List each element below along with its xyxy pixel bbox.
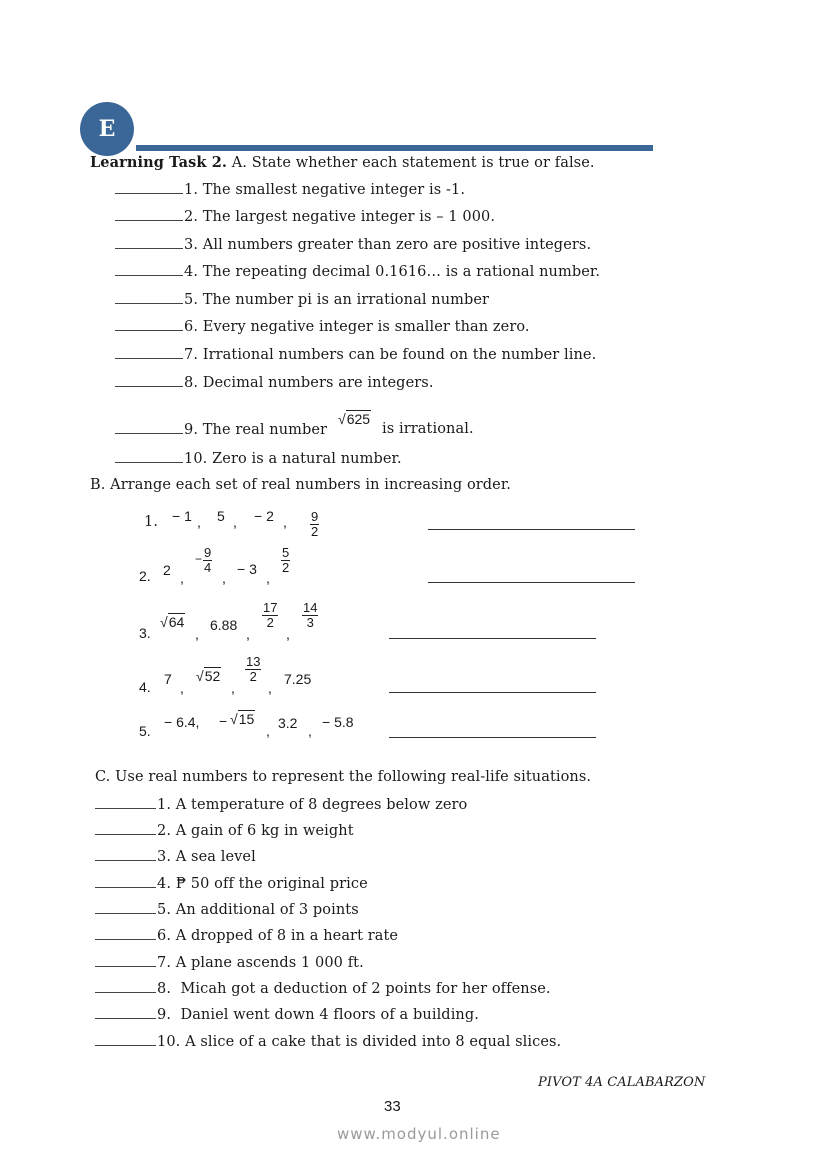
- part-c-item-8: [95, 980, 551, 997]
- comma: ,: [283, 514, 287, 530]
- page-number: 33: [384, 1098, 401, 1115]
- item-text: A gain of 6 kg in weight: [171, 823, 354, 839]
- comma: ,: [195, 626, 199, 642]
- item-text: A temperature of 8 degrees below zero: [171, 797, 468, 813]
- value: 5: [217, 508, 225, 524]
- part-c-item-1: [95, 796, 467, 813]
- item-text: A slice of a cake that is divided into 8 equal slices.: [180, 1034, 562, 1050]
- answer-line[interactable]: [389, 638, 596, 639]
- item-text: A dropped of 8 in a heart rate: [171, 928, 399, 944]
- comma: ,: [233, 514, 237, 530]
- part-b-item-5-number: 5.: [139, 723, 151, 739]
- item-number: 6.: [157, 928, 172, 944]
- sqrt-625: [338, 411, 371, 427]
- item-text: Zero is a natural number.: [207, 451, 402, 467]
- part-c-item-7: [95, 954, 364, 971]
- denominator: 2: [266, 615, 274, 630]
- item-number: 9.: [184, 422, 199, 438]
- answer-blank[interactable]: [115, 318, 183, 331]
- value: − 1: [172, 508, 192, 524]
- part-c-instruction: C. Use real numbers to represent the following real-life situations.: [95, 769, 592, 785]
- comma: ,: [231, 680, 235, 696]
- part-a-item-2: [115, 208, 495, 225]
- item-text: ₱ 50 off the original price: [171, 876, 368, 892]
- fraction-17-2: [262, 601, 278, 630]
- value: 7: [164, 671, 172, 687]
- radicand: 625: [346, 411, 371, 427]
- item-text: Decimal numbers are integers.: [198, 375, 434, 391]
- numerator: 5: [282, 545, 290, 560]
- comma: ,: [308, 723, 312, 739]
- publisher-footer: PIVOT 4A CALABARZON: [538, 1075, 706, 1090]
- part-a-item-7: [115, 346, 596, 363]
- section-badge: [80, 102, 134, 156]
- answer-blank[interactable]: [115, 450, 183, 463]
- radicand: 52: [204, 668, 221, 684]
- answer-blank[interactable]: [115, 181, 183, 194]
- comma: ,: [180, 680, 184, 696]
- item-number: 4.: [184, 264, 199, 280]
- answer-blank[interactable]: [115, 236, 183, 249]
- answer-blank[interactable]: [115, 208, 183, 221]
- fraction-9-2: [310, 510, 319, 539]
- value: − 5.8: [322, 714, 354, 730]
- comma: ,: [266, 723, 270, 739]
- answer-blank[interactable]: [95, 901, 156, 914]
- item-text: Irrational numbers can be found on the number line.: [198, 347, 597, 363]
- answer-blank[interactable]: [95, 822, 156, 835]
- value: 2: [163, 562, 171, 578]
- numerator: 13: [246, 654, 261, 669]
- numerator: 9: [204, 545, 212, 560]
- item-number: 10.: [184, 451, 208, 467]
- part-a-item-4: [115, 263, 600, 280]
- answer-blank[interactable]: [95, 954, 156, 967]
- part-b-item-4-number: 4.: [139, 679, 151, 695]
- part-b-item-1-number: 1.: [144, 514, 159, 530]
- part-a-item-1: [115, 181, 465, 198]
- value: 3.2: [278, 715, 298, 731]
- item-number: 5.: [184, 292, 199, 308]
- item-text: An additional of 3 points: [171, 902, 359, 918]
- item-text: A plane ascends 1 000 ft.: [171, 955, 364, 971]
- denominator: 4: [204, 560, 212, 575]
- answer-blank[interactable]: [95, 848, 156, 861]
- answer-line[interactable]: [389, 692, 596, 693]
- answer-blank[interactable]: [95, 1006, 156, 1019]
- part-c-item-9: [95, 1006, 479, 1023]
- part-c-item-10: [95, 1033, 561, 1050]
- sqrt-15: [230, 711, 255, 727]
- item-text: Every negative integer is smaller than zero.: [198, 319, 530, 335]
- task-title: Learning Task 2.: [90, 154, 228, 171]
- part-b-instruction: B. Arrange each set of real numbers in increasing order.: [90, 477, 512, 493]
- radical-sign-icon: √: [230, 711, 238, 727]
- item-text: The real number: [198, 422, 328, 438]
- value: 6.88: [210, 617, 238, 633]
- part-c-item-2: [95, 822, 354, 839]
- badge-letter: E: [98, 116, 116, 142]
- comma: ,: [222, 570, 226, 586]
- part-c-item-5: [95, 901, 359, 918]
- comma: ,: [246, 626, 250, 642]
- answer-blank[interactable]: [95, 927, 156, 940]
- item-text: The number pi is an irrational number: [198, 292, 490, 308]
- part-a-instruction: A. State whether each statement is true or false.: [227, 155, 595, 171]
- numerator: 9: [311, 509, 319, 524]
- fraction-9-4: [203, 546, 212, 575]
- value: − 6.4,: [164, 714, 200, 730]
- denominator: 2: [249, 669, 257, 684]
- comma: ,: [266, 570, 270, 586]
- denominator: 2: [311, 524, 319, 539]
- part-a-item-3: [115, 236, 591, 253]
- value: 7.25: [284, 671, 312, 687]
- item-number: 5.: [157, 902, 172, 918]
- radical-sign-icon: √: [160, 614, 168, 630]
- answer-blank[interactable]: [115, 421, 183, 434]
- answer-blank[interactable]: [95, 796, 156, 809]
- part-c-item-6: [95, 927, 398, 944]
- part-a-item-8: [115, 374, 434, 391]
- answer-line[interactable]: [389, 737, 596, 738]
- item-text: All numbers greater than zero are positive integers.: [198, 237, 592, 253]
- answer-blank[interactable]: [95, 875, 156, 888]
- item-number: 9.: [157, 1007, 172, 1023]
- item-number: 7.: [184, 347, 199, 363]
- numerator: 14: [303, 600, 318, 615]
- part-a-item-6: [115, 318, 530, 335]
- item-number: 3.: [184, 237, 199, 253]
- radical-sign-icon: √: [196, 668, 204, 684]
- sqrt-64: [160, 614, 185, 630]
- part-a-item-9: [115, 421, 327, 438]
- item-text: Daniel went down 4 floors of a building.: [171, 1007, 479, 1023]
- header-divider-bar: [136, 145, 653, 151]
- part-a-item-5: [115, 291, 489, 308]
- answer-line[interactable]: [428, 529, 635, 530]
- answer-blank[interactable]: [115, 374, 183, 387]
- radicand: 15: [238, 711, 255, 727]
- fraction-13-2: [245, 655, 261, 684]
- answer-blank[interactable]: [95, 980, 156, 993]
- item-9-tail: is irrational.: [382, 421, 474, 437]
- comma: ,: [197, 514, 201, 530]
- task-heading: [90, 154, 595, 171]
- radical-sign-icon: √: [338, 411, 346, 427]
- sqrt-52: [196, 668, 221, 684]
- numerator: 17: [263, 600, 278, 615]
- part-b-item-3-number: 3.: [139, 625, 151, 641]
- item-number: 10.: [157, 1034, 181, 1050]
- part-b-item-2-number: 2.: [139, 568, 151, 584]
- item-text: The repeating decimal 0.1616… is a rational number.: [198, 264, 601, 280]
- item-text: Micah got a deduction of 2 points for her offense.: [171, 981, 551, 997]
- answer-line[interactable]: [428, 582, 635, 583]
- item-number: 2.: [157, 823, 172, 839]
- item-number: 3.: [157, 849, 172, 865]
- denominator: 3: [306, 615, 314, 630]
- item-number: 1.: [157, 797, 172, 813]
- item-number: 7.: [157, 955, 172, 971]
- fraction-5-2: [281, 546, 290, 575]
- watermark: www.modyul.online: [337, 1125, 501, 1143]
- part-c-item-4: [95, 875, 368, 892]
- item-text: The largest negative integer is – 1 000.: [198, 209, 496, 225]
- minus-sign: −: [195, 552, 203, 566]
- part-c-item-3: [95, 848, 256, 865]
- radicand: 64: [168, 614, 185, 630]
- comma: ,: [180, 570, 184, 586]
- denominator: 2: [282, 560, 290, 575]
- item-text: The smallest negative integer is -1.: [198, 182, 466, 198]
- part-a-item-10: [115, 450, 402, 467]
- minus-sign: −: [219, 713, 228, 729]
- item-number: 8.: [157, 981, 172, 997]
- value: − 2: [254, 508, 274, 524]
- value: − 3: [237, 561, 257, 577]
- item-number: 6.: [184, 319, 199, 335]
- answer-blank[interactable]: [115, 291, 183, 304]
- fraction-14-3: [302, 601, 318, 630]
- comma: ,: [286, 626, 290, 642]
- answer-blank[interactable]: [115, 346, 183, 359]
- item-number: 4.: [157, 876, 172, 892]
- item-text: A sea level: [171, 849, 256, 865]
- comma: ,: [268, 680, 272, 696]
- answer-blank[interactable]: [115, 263, 183, 276]
- item-number: 1.: [184, 182, 199, 198]
- item-number: 2.: [184, 209, 199, 225]
- item-number: 8.: [184, 375, 199, 391]
- answer-blank[interactable]: [95, 1033, 156, 1046]
